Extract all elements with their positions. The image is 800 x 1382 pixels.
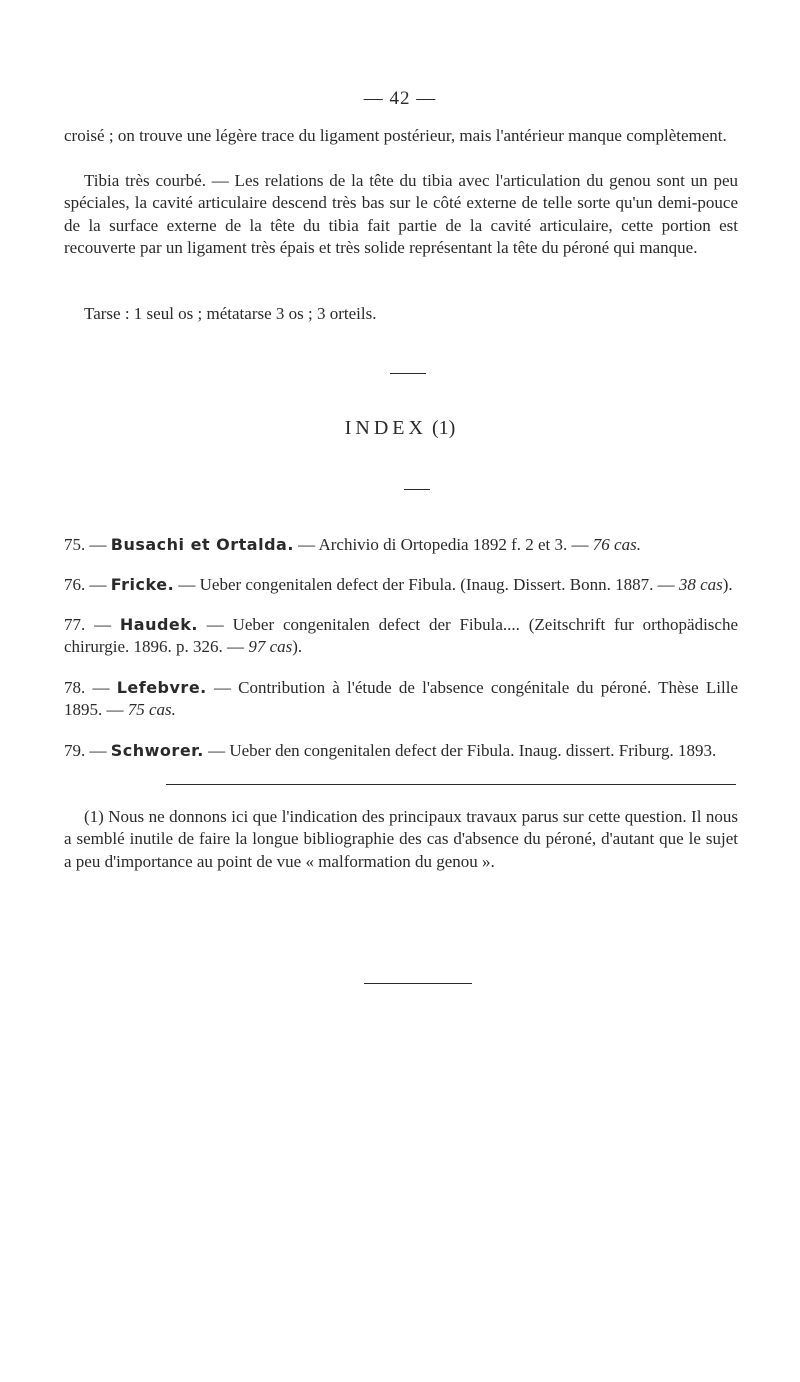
footnote-reference: (1) (431, 417, 456, 439)
entry-number: 77. — (64, 615, 112, 634)
end-rule (364, 983, 472, 984)
entry-reference: — Contribution à l'étude de l'absence congénitale du péroné. Thèse Lille 1895. — (64, 678, 739, 720)
index-heading (0, 417, 800, 440)
footnote-separator (166, 784, 736, 785)
index-entry-76 (64, 574, 738, 596)
entry-number: 76. — (64, 575, 107, 594)
entry-cases: 76 cas. (592, 535, 641, 554)
entry-cases: 38 cas (678, 575, 723, 594)
entry-author: Busachi et Ortalda. (110, 535, 294, 554)
entry-reference: — Archivio di Ortopedia 1892 f. 2 et 3. — (293, 535, 593, 554)
section-divider-top (390, 373, 426, 374)
entry-author: Fricke. (110, 575, 175, 594)
footnote-text: (1) Nous ne donnons ici que l'indication des principaux travaux parus sur cette question. Il nous a semblé inutile de faire la longue bibliographie des cas d'absence du péroné, d'autant que le sujet a peu d'importance au point de vue « malformation du genou ». (64, 807, 738, 871)
entry-number: 75. — (64, 535, 107, 554)
paragraph-text: Tarse : 1 seul os ; métatarse 3 os ; 3 orteils. (84, 304, 377, 323)
index-entry-79 (64, 740, 738, 762)
index-title: INDEX (344, 417, 427, 439)
entry-reference: — Ueber den congenitalen defect der Fibula. Inaug. dissert. Friburg. 1893. (203, 741, 717, 760)
entry-reference: — Ueber congenitalen defect der Fibula. (Inaug. Dissert. Bonn. 1887. — (174, 575, 679, 594)
entry-suffix: ). (722, 575, 733, 594)
index-entry-75 (64, 534, 738, 556)
index-entry-78 (64, 677, 738, 722)
body-paragraph-3 (64, 303, 738, 325)
entry-author: Haudek. (119, 615, 198, 634)
body-paragraph-2 (64, 170, 738, 259)
footnote (64, 806, 738, 873)
page-number: — 42 — (363, 88, 437, 109)
body-paragraph-1 (64, 125, 738, 147)
entry-number: 79. — (64, 741, 107, 760)
entry-author: Schworer. (110, 741, 204, 760)
index-entry-77 (64, 614, 738, 659)
entry-suffix: ). (292, 637, 303, 657)
paragraph-text: croisé ; on trouve une légère trace du ligament postérieur, mais l'antérieur manque complètement. (64, 126, 727, 145)
entry-reference: — Ueber congenitalen defect der Fibula.... (Zeitschrift fur orthopädische chirurgie. 1896. p. 326. — (64, 615, 738, 657)
paragraph-text: Tibia très courbé. — Les relations de la tête du tibia avec l'articulation du genou sont un peu spéciales, la cavité articulaire descend très bas sur le côté externe de telle sorte qu'un demi-pouce de la surface externe de la tête du tibia fait partie de la cavité articulaire, cette portion est recouverte par un ligament très épais et très solide représentant la tête du péroné qui manque. (64, 171, 738, 257)
section-divider-index (404, 489, 430, 490)
entry-number: 78. — (64, 678, 110, 697)
entry-author: Lefebvre. (116, 678, 207, 697)
entry-cases: 75 cas. (127, 700, 176, 720)
entry-cases: 97 cas (248, 637, 293, 657)
